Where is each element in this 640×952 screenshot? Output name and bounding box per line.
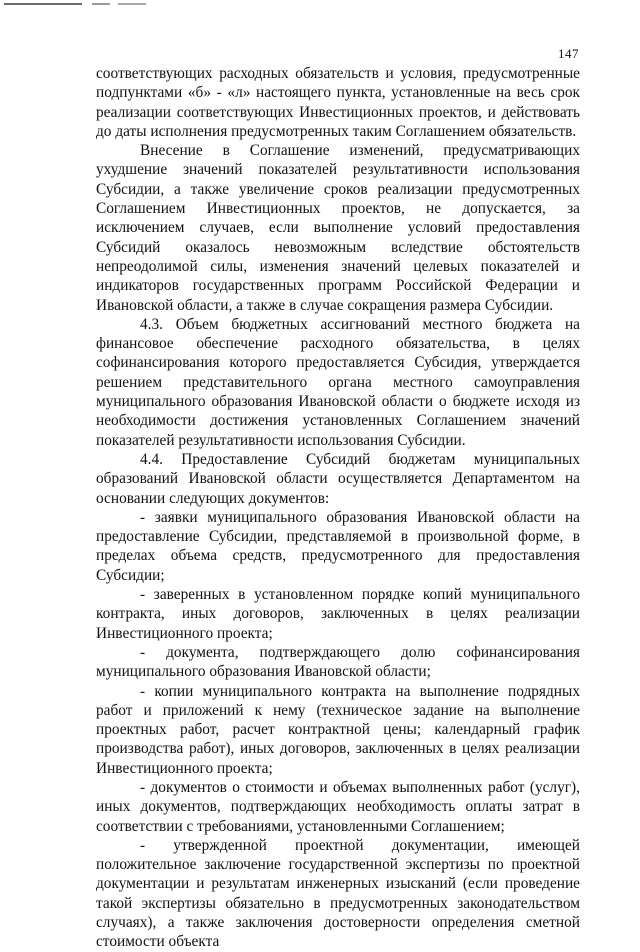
paragraph-continuation: соответствующих расходных обязательств и условия, предусмотренные подпунктами «б» - «л» настоящего пункта, установленные на весь срок реализации соответствующих Инвестиционных проектов, и действовать до даты исполнения предусмотренных таким Соглашением обязательств. [96,65,580,140]
list-item-cost-documents: - документов о стоимости и объемах выполненных работ (услуг), иных документов, подтверждающих необходимость оплаты затрат в соответствии с требованиями, установленными Соглашением; [96,778,580,835]
page-number: 147 [558,46,579,61]
scan-edge-mark [92,3,110,5]
paragraph-4-4: 4.4. Предоставление Субсидий бюджетам муниципальных образований Ивановской области осуществляется Департаментом на основании следующих документов: [96,450,580,507]
scan-edge-mark [4,3,82,5]
paragraph-4-3: 4.3. Объем бюджетных ассигнований местного бюджета на финансовое обеспечение расходного обязательства, в целях софинансирования которого предоставляется Субсидия, утверждается решением представительного органа местного самоуправления муниципального образования Ивановской области о бюджете исходя из необходимости достижения установленных Соглашением значений показателей результативности использования Субсидии. [96,315,580,449]
scan-edge-mark [118,3,146,5]
paragraph-soglashenie-changes: Внесение в Соглашение изменений, предусматривающих ухудшение значений показателей результативности использования Субсидии, а также увеличение сроков реализации предусмотренных Соглашением Инвестиционных проектов, не допускается, за исключением случаев, если выполнение условий предоставления Субсидий оказалось невозможным вследствие обстоятельств непреодолимой силы, изменения значений целевых показателей и индикаторов государственных программ Российской Федерации и Ивановской области, а также в случае сокращения размера Субсидии. [96,142,580,314]
list-item-contract-copies: - заверенных в установленном порядке копий муниципального контракта, иных договоров, заключенных в целях реализации Инвестиционного проекта; [96,586,580,642]
list-item-application: - заявки муниципального образования Ивановской области на предоставление Субсидии, представляемой в произвольной форме, в пределах объема средств, предусмотренного для предоставления Субсидии; [96,508,580,584]
list-item-contract-appendices: - копии муниципального контракта на выполнение подрядных работ и приложений к нему (техническое задание на выполнение проектных работ, расчет контрактной цены; календарный график производства работ), иных договоров, заключенных в целях реализации Инвестиционного проекта; [96,682,580,777]
document-body [96,64,580,952]
list-item-project-documentation: - утвержденной проектной документации, имеющей положительное заключение государственной экспертизы по проектной документации и результатам инженерных изысканий (если проведение такой экспертизы обязательно в предусмотренных законодательством случаях), а также заключения достоверности определения сметной стоимости объекта [96,836,580,951]
list-item-cofinancing-document: - документа, подтверждающего долю софинансирования муниципального образования Ивановской области; [96,643,580,681]
